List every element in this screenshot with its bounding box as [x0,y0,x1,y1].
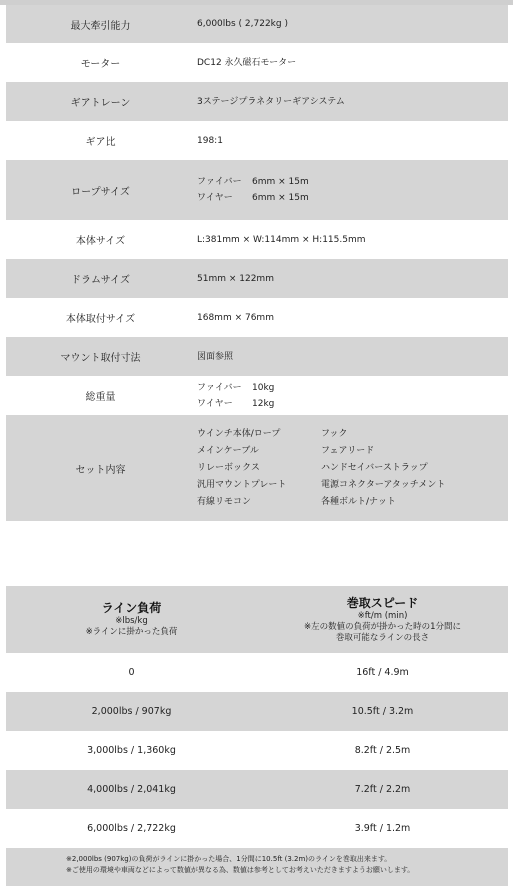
footnote-box [6,848,508,886]
list-item: リレーボックス [197,462,260,473]
list-item: 有線リモコン [197,496,252,507]
speed-column-header: 巻取スピード ※ft/m (min) ※左の数値の負荷が掛かった時の1分間に 巻取可能なラインの長さ [303,595,462,643]
footnote-line: ※2,000lbs (907kg)の負荷がラインに掛かった場合、1分間に10.5ft (3.2m)のラインを巻取出来ます。 [66,855,392,863]
list-item: ハンドセイバーストラップ [321,462,428,473]
spec-label: セット内容 [75,464,126,476]
table-row [6,653,508,692]
list-item: メインケーブル [197,445,259,456]
table-row [6,809,508,848]
list-item: 電源コネクターアタッチメント [321,479,446,490]
spec-line: ファイバー 10kg [197,382,275,393]
speed-cell: 7.2ft / 2.2m [354,784,411,795]
speed-cell: 8.2ft / 2.5m [354,745,411,756]
spec-value: L:381mm × W:114mm × H:115.5mm [197,234,366,245]
speed-cell: 16ft / 4.9m [356,667,409,678]
load-cell: 2,000lbs / 907kg [91,706,172,717]
load-cell: 4,000lbs / 2,041kg [87,784,176,795]
load-cell: 3,000lbs / 1,360kg [87,745,176,756]
table-row [6,731,508,770]
spec-row-motor [6,43,508,82]
spec-row-set-contents [6,415,508,521]
load-cell: 6,000lbs / 2,722kg [87,823,176,834]
list-item: 汎用マウントプレート [197,479,287,490]
footnote-line: ※ご使用の環境や車両などによって数値が異なる為、数値は参考としてお考えいただきますようお願いします。 [66,866,415,874]
spec-label: ギア比 [85,137,116,148]
spec-value: 図面参照 [197,351,234,362]
list-item: フック [321,428,348,439]
spec-row-gear-ratio [6,121,508,160]
list-item: ウインチ本体/ロープ [197,428,281,439]
list-item: 各種ボルト/ナット [321,496,396,507]
spec-value [195,380,508,412]
spec-line: ファイバー 6mm × 15m [197,177,309,187]
spec-label: モーター [80,59,121,70]
spec-label: 総重量 [85,392,116,403]
spec-label: ドラムサイズ [71,275,130,286]
spec-row-max-pull [6,5,508,43]
spec-row-body-size [6,220,508,259]
spec-label: マウント取付寸法 [60,353,141,364]
spec-row-drum-size [6,259,508,298]
spec-value: DC12 永久磁石モーター [197,57,297,68]
spec-label: 本体サイズ [75,236,126,247]
spec-table [6,0,508,521]
load-cell: 0 [128,667,135,678]
spec-row-rope-size [6,160,508,220]
speed-cell: 3.9ft / 1.2m [354,823,411,834]
spec-row-mount-dimensions [6,337,508,376]
spec-label: 本体取付サイズ [65,314,136,325]
spec-value [195,174,508,206]
table-row [6,692,508,731]
spec-value: 6,000lbs ( 2,722kg ) [197,19,288,29]
speed-cell: 10.5ft / 3.2m [351,706,414,717]
spec-label: 最大牽引能力 [70,20,131,32]
spec-value: 198:1 [197,135,223,146]
list-item: フェアリード [321,445,375,456]
spec-line: ワイヤー 12kg [197,398,275,409]
set-contents-list [197,426,508,511]
spec-row-weight [6,376,508,415]
spec-value [195,426,508,511]
spec-label: ロープサイズ [71,186,130,198]
table-row [6,770,508,809]
spec-value: 3ステージプラネタリーギアシステム [197,96,345,107]
spec-row-gear-train [6,82,508,121]
load-column-header: ライン負荷 ※lbs/kg ※ラインに掛かった負荷 [85,601,178,637]
spec-value: 168mm × 76mm [197,312,274,323]
speed-table-header [6,586,508,653]
speed-table [6,586,508,848]
spec-value: 51mm × 122mm [197,273,274,284]
spec-label: ギアトレーン [70,98,131,109]
spec-row-mount-size [6,298,508,337]
spec-line: ワイヤー 6mm × 15m [197,193,309,203]
